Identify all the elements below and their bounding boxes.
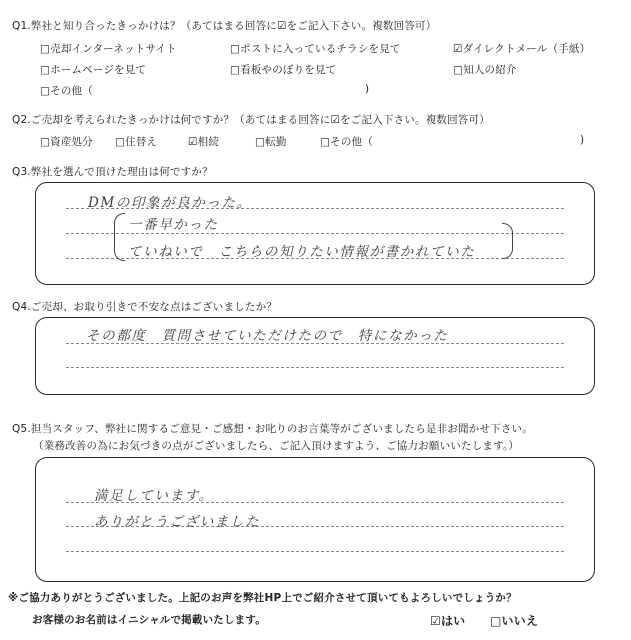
q4-title: Q4.ご売却、お取り引きで不安な点はございましたか？ <box>12 301 277 313</box>
consent-yes-checkbox[interactable]: ☑はい <box>430 614 466 628</box>
q2-option-transfer[interactable]: □転勤 <box>255 136 287 148</box>
q5-title: Q5.担当スタッフ、弊社に関するご意見・ご感想・お叱りのお言葉等がございましたら是非お聞かせ下さい。 <box>12 423 533 435</box>
q1-option-homepage[interactable]: □ホームページを見て <box>40 64 147 76</box>
q3-title: Q3.弊社を選んで頂けた理由は何ですか？ <box>12 166 213 178</box>
q2-option-inheritance[interactable]: ☑相続 <box>188 136 220 148</box>
answer-line <box>66 367 564 368</box>
q1-option-direct-mail[interactable]: ☑ダイレクトメール（手紙） <box>453 43 591 55</box>
footer-thanks: ※ご協力ありがとうございました。上記のお声を弊社HP上でご紹介させて頂いてもよろしいでしょうか？ <box>8 592 517 604</box>
q5-answer-line-2: ありがとうございました <box>94 514 261 530</box>
q3-answer-line-3: ていねいで こちらの知りたい情報が書かれていた <box>128 244 476 260</box>
q1-title: Q1.弊社と知り合ったきっかけは？（あてはまる回答に☑をご記入下さい。複数回答可） <box>12 20 437 32</box>
q2-option-asset-disposal[interactable]: □資産処分 <box>40 136 93 148</box>
q5-answer-line-1: 満足しています。 <box>94 488 214 504</box>
q3-answer-box[interactable] <box>35 182 595 285</box>
q2-option-relocation[interactable]: □住替え <box>115 136 158 148</box>
q1-option-acquaintance[interactable]: □知人の紹介 <box>453 64 517 76</box>
q1-option-internet-site[interactable]: □売却インターネットサイト <box>40 43 177 55</box>
q4-answer-line-1: その都度 質問させていただけたので 特になかった <box>86 328 449 344</box>
q4-answer-box[interactable] <box>35 317 595 395</box>
handwritten-bracket-left <box>114 213 125 261</box>
q2-option-other[interactable]: □その他（ <box>320 136 373 148</box>
consent-no-checkbox[interactable]: □いいえ <box>490 614 539 628</box>
q1-option-other[interactable]: □その他（ <box>40 85 93 97</box>
q3-answer-line-2: 一番早かった <box>128 217 219 233</box>
handwritten-bracket-right <box>502 223 513 259</box>
q2-other-close-paren: ) <box>580 134 585 146</box>
answer-line <box>66 551 564 552</box>
q5-subtitle: （業務改善の為にお気づきの点がございましたら、ご記入頂けますよう、ご協力お願いいたします。） <box>33 440 520 452</box>
q5-answer-box[interactable] <box>35 457 595 582</box>
q1-other-close-paren: ) <box>365 83 370 95</box>
q2-title: Q2.ご売却を考えられたきっかけは何ですか？（あてはまる回答に☑をご記入下さい。複数回答可） <box>12 114 490 126</box>
q1-option-flyer[interactable]: □ポストに入っているチラシを見て <box>230 43 401 55</box>
q1-option-signboard[interactable]: □看板やのぼりを見て <box>230 64 337 76</box>
q3-answer-line-1: DMの印象が良かった。 <box>88 195 252 211</box>
answer-line <box>66 233 564 234</box>
footer-initials-note: お客様のお名前はイニシャルで掲載いたします。 <box>32 614 266 626</box>
